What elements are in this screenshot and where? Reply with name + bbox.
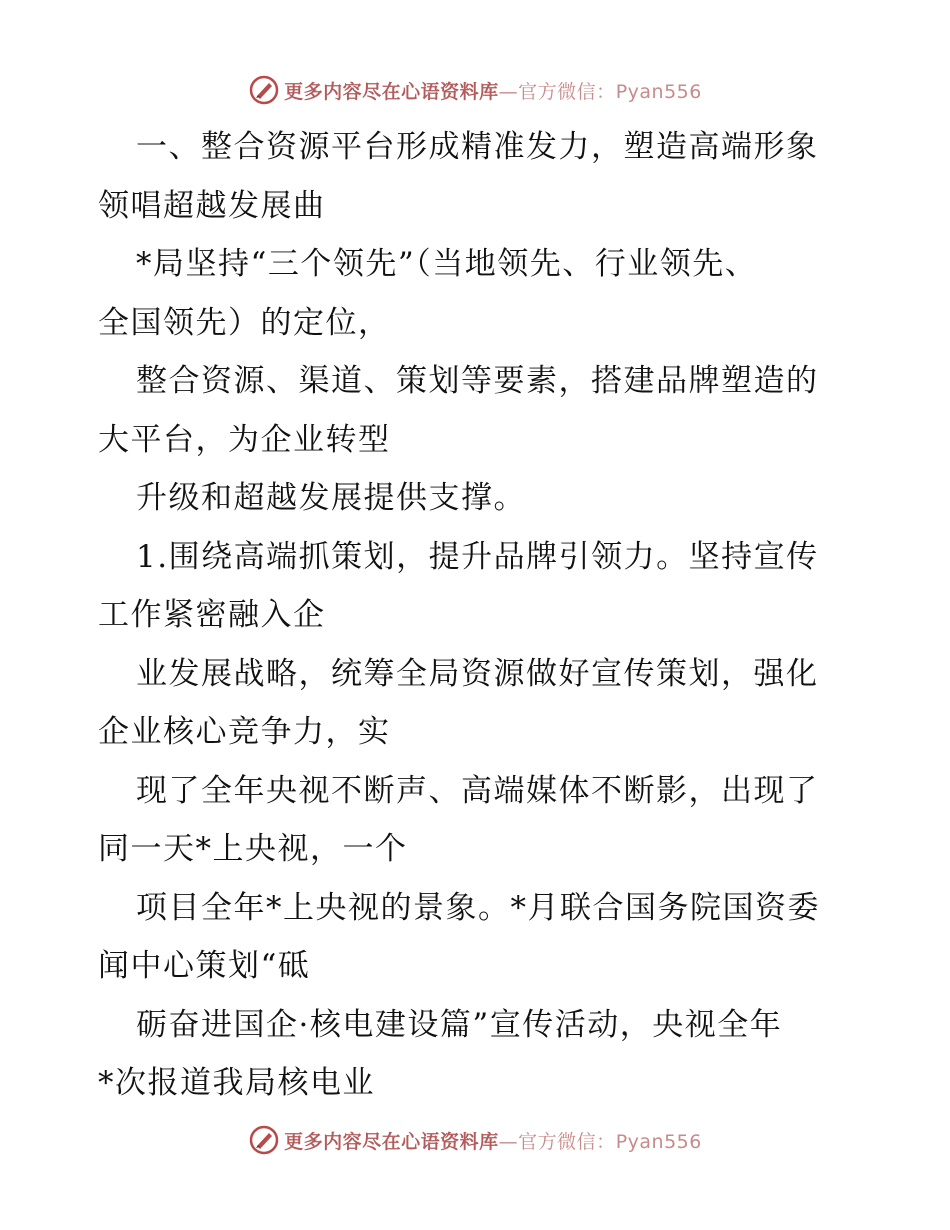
watermark-brand-text: 更多内容尽在心语资料库	[284, 1130, 499, 1153]
brush-logo-icon	[248, 1124, 280, 1156]
watermark-wechat-label: 官方微信：	[518, 80, 616, 103]
watermark-brand-text: 更多内容尽在心语资料库	[284, 80, 499, 103]
brush-logo-icon	[248, 74, 280, 106]
watermark-wechat-id: Pyan556	[615, 80, 702, 103]
body-line: 升级和超越发展提供支撑。	[136, 480, 526, 516]
body-line: 业发展战略，统筹全局资源做好宣传策划，强化	[136, 655, 819, 692]
footer-watermark	[0, 1120, 950, 1160]
body-line: 全国领先）的定位，	[98, 304, 391, 341]
watermark-wechat-label: 官方微信：	[518, 1130, 616, 1153]
body-line: 项目全年*上央视的景象。*月联合国务院国资委	[136, 889, 820, 926]
watermark-separator: —	[498, 1130, 519, 1153]
body-line: 领唱超越发展曲	[98, 187, 326, 224]
body-line: 大平台，为企业转型	[98, 421, 391, 458]
body-line: 同一天*上央视，一个	[98, 831, 408, 867]
body-line: 企业核心竞争力，实	[98, 714, 391, 750]
body-line: 1.围绕高端抓策划，提升品牌引领力。坚持宣传	[136, 538, 819, 575]
watermark-separator: —	[498, 80, 519, 103]
body-line: 整合资源、渠道、策划等要素，搭建品牌塑造的	[136, 363, 819, 399]
header-watermark	[0, 70, 950, 110]
watermark-wechat-id: Pyan556	[615, 1130, 702, 1153]
body-line: 现了全年央视不断声、高端媒体不断影，出现了	[136, 772, 819, 809]
body-line: *次报道我局核电业	[98, 1065, 375, 1101]
body-line: 砺奋进国企·核电建设篇”宣传活动，央视全年	[136, 1006, 783, 1043]
body-line: 闻中心策划“砥	[98, 948, 311, 984]
document-body	[98, 118, 858, 1113]
body-line: *局坚持“三个领先”（当地领先、行业领先、	[136, 246, 758, 282]
body-line: 工作紧密融入企	[98, 597, 326, 633]
body-line: 一、整合资源平台形成精准发力，塑造高端形象	[136, 129, 819, 165]
